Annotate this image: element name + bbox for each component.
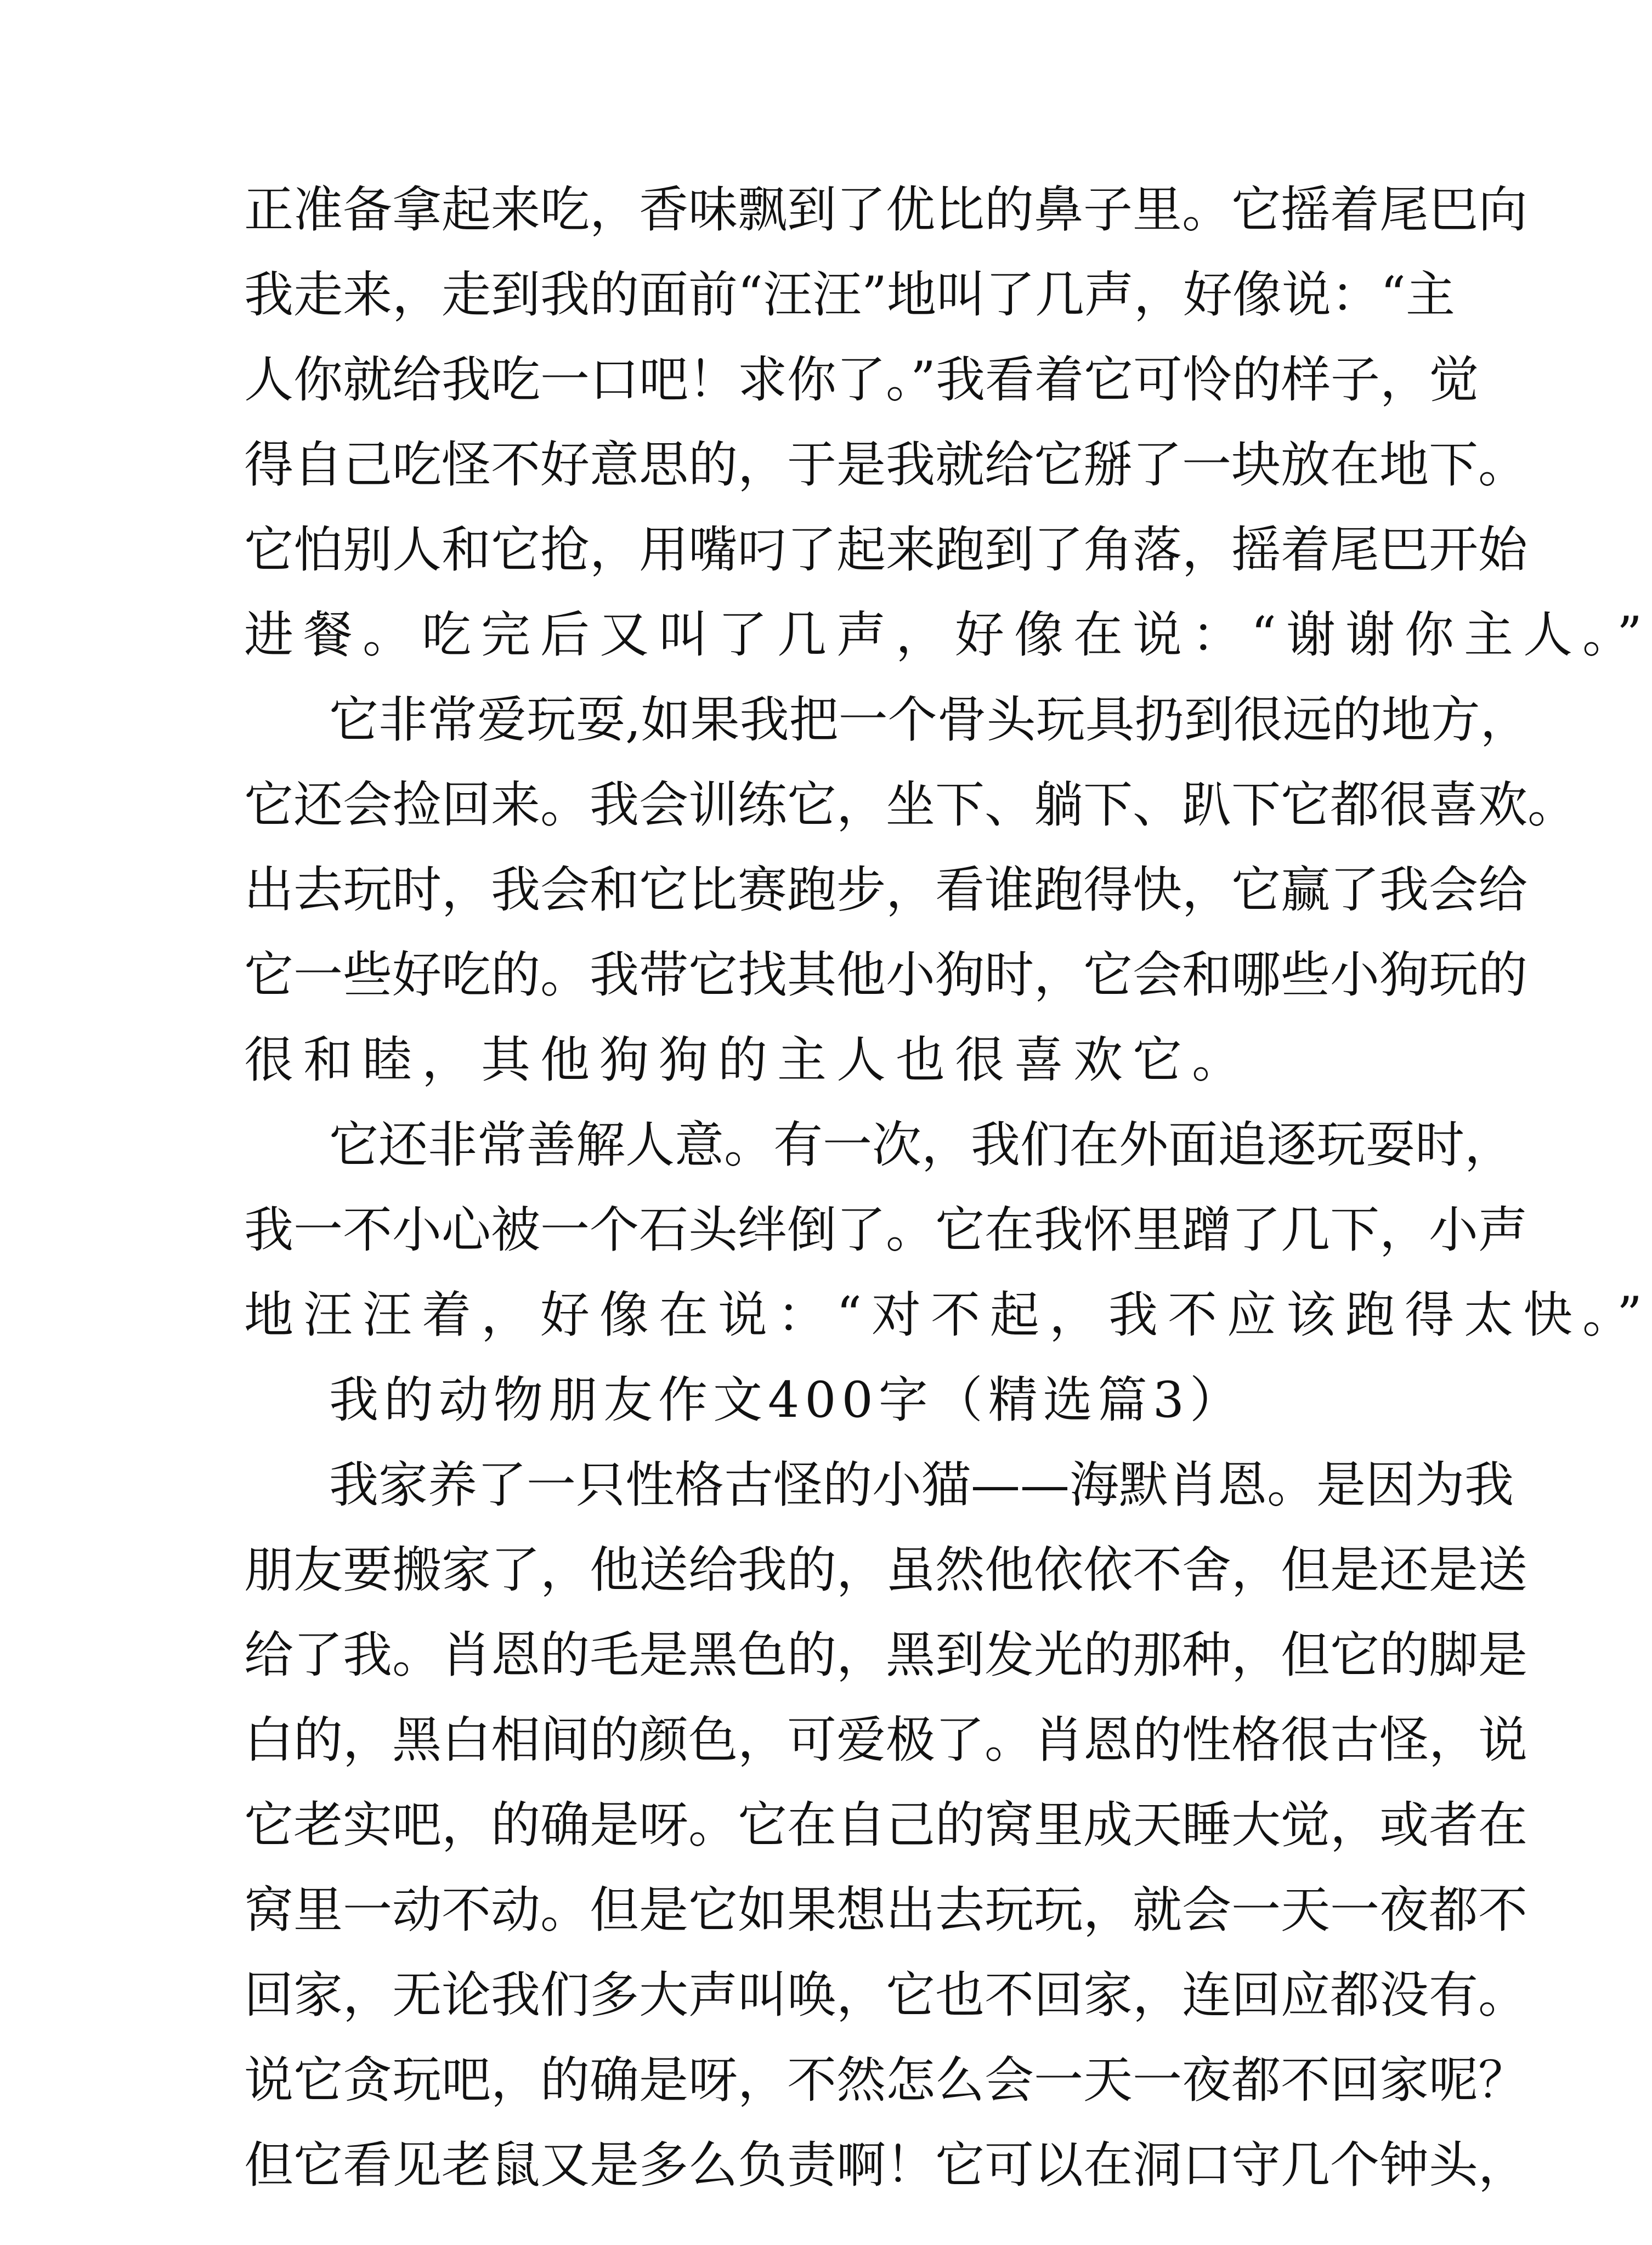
text-line: 它一些好吃的。我带它找其他小狗时，它会和哪些小狗玩的 <box>244 946 1527 1004</box>
text-line: 说它贪玩吧，的确是呀，不然怎么会一天一夜都不回家呢？ <box>244 2051 1527 2109</box>
text-line: 很和睦，其他狗狗的主人也很喜欢它。 <box>244 1031 1251 1089</box>
text-line: 我走来，走到我的面前“汪汪”地叫了几声，好像说：“主 <box>244 266 1456 324</box>
text-line: 人你就给我吃一口吧！求你了。”我看着它可怜的样子，觉 <box>244 351 1479 409</box>
text-line: 它非常爱玩耍,如果我把一个骨头玩具扔到很远的地方， <box>329 691 1530 749</box>
text-line: 它还会捡回来。我会训练它，坐下、躺下、趴下它都很喜欢。 <box>244 776 1577 834</box>
text-line: 得自己吃怪不好意思的，于是我就给它掰了一块放在地下。 <box>244 436 1527 494</box>
text-line: 地汪汪着，好像在说：“对不起，我不应该跑得太快。” <box>244 1286 1652 1344</box>
text-line: 白的，黑白相间的颜色，可爱极了。肖恩的性格很古怪，说 <box>244 1711 1527 1769</box>
text-line: 出去玩时，我会和它比赛跑步，看谁跑得快，它赢了我会给 <box>244 861 1527 919</box>
text-line: 进餐。吃完后又叫了几声，好像在说：“谢谢你主人。” <box>244 606 1652 664</box>
text-line: 回家，无论我们多大声叫唤，它也不回家，连回应都没有。 <box>244 1966 1527 2024</box>
text-line: 窝里一动不动。但是它如果想出去玩玩，就会一天一夜都不 <box>244 1881 1527 1939</box>
text-line: 正准备拿起来吃，香味飘到了优比的鼻子里。它摇着尾巴向 <box>244 181 1527 239</box>
text-line: 给了我。肖恩的毛是黑色的，黑到发光的那种，但它的脚是 <box>244 1626 1527 1684</box>
text-line: 我一不小心被一个石头绊倒了。它在我怀里蹭了几下，小声 <box>244 1201 1527 1259</box>
text-line: 朋友要搬家了，他送给我的，虽然他依依不舍，但是还是送 <box>244 1541 1527 1599</box>
section-heading: 我的动物朋友作文400字（精选篇3） <box>329 1371 1245 1429</box>
text-line: 它还非常善解人意。有一次，我们在外面追逐玩耍时， <box>329 1116 1514 1174</box>
text-line: 它老实吧，的确是呀。它在自己的窝里成天睡大觉，或者在 <box>244 1796 1527 1854</box>
text-line: 但它看见老鼠又是多么负责啊！它可以在洞口守几个钟头， <box>244 2136 1527 2194</box>
text-line: 我家养了一只性格古怪的小猫——海默肖恩。是因为我 <box>329 1456 1514 1514</box>
text-line: 它怕别人和它抢，用嘴叼了起来跑到了角落，摇着尾巴开始 <box>244 521 1527 579</box>
